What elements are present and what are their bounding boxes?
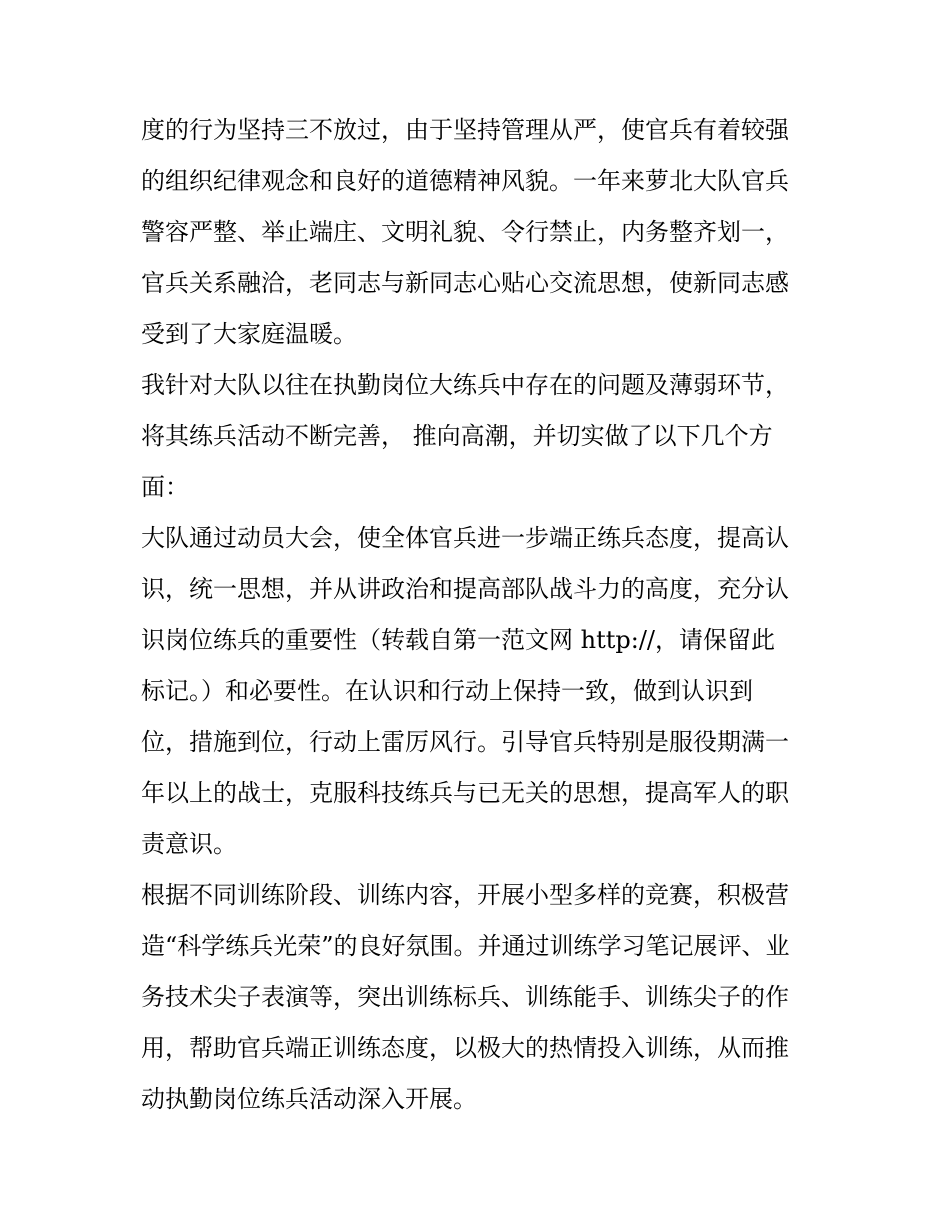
text-line: 务技术尖子表演等，突出训练标兵、训练能手、训练尖子的作 — [141, 983, 789, 1011]
text-line: 用，帮助官兵端正训练态度，以极大的热情投入训练，从而推 — [141, 1034, 789, 1062]
text-line: 大队通过动员大会，使全体官兵进一步端正练兵态度，提高认 — [141, 524, 789, 552]
text-line: 警容严整、举止端庄、文明礼貌、令行禁止，内务整齐划一， — [141, 218, 789, 246]
text-line: 面： — [141, 473, 189, 501]
text-line: 责意识。 — [141, 830, 237, 858]
text-line: 我针对大队以往在执勤岗位大练兵中存在的问题及薄弱环节， — [141, 371, 789, 399]
text-line: 年以上的战士，克服科技练兵与已无关的思想，提高军人的职 — [141, 779, 789, 807]
text-line: 造“科学练兵光荣”的良好氛围。并通过训练学习笔记展评、业 — [141, 932, 790, 960]
text-line: 识，统一思想，并从讲政治和提高部队战斗力的高度，充分认 — [141, 575, 789, 603]
text-line: 官兵关系融洽，老同志与新同志心贴心交流思想，使新同志感 — [141, 269, 789, 297]
text-line: 标记。）和必要性。在认识和行动上保持一致，做到认识到 — [141, 677, 753, 705]
text-line: 将其练兵活动不断完善， 推向高潮，并切实做了以下几个方 — [141, 422, 773, 450]
text-line: 识岗位练兵的重要性（转载自第一范文网 http://，请保留此 — [141, 626, 775, 654]
text-line: 动执勤岗位练兵活动深入开展。 — [141, 1085, 477, 1113]
document-body — [141, 105, 813, 1125]
text-line: 受到了大家庭温暖。 — [141, 320, 357, 348]
text-line: 根据不同训练阶段、训练内容，开展小型多样的竞赛，积极营 — [141, 881, 789, 909]
text-line: 位，措施到位，行动上雷厉风行。引导官兵特别是服役期满一 — [141, 728, 789, 756]
text-line: 的组织纪律观念和良好的道德精神风貌。一年来萝北大队官兵 — [141, 167, 789, 195]
text-line: 度的行为坚持三不放过，由于坚持管理从严，使官兵有着较强 — [141, 116, 789, 144]
